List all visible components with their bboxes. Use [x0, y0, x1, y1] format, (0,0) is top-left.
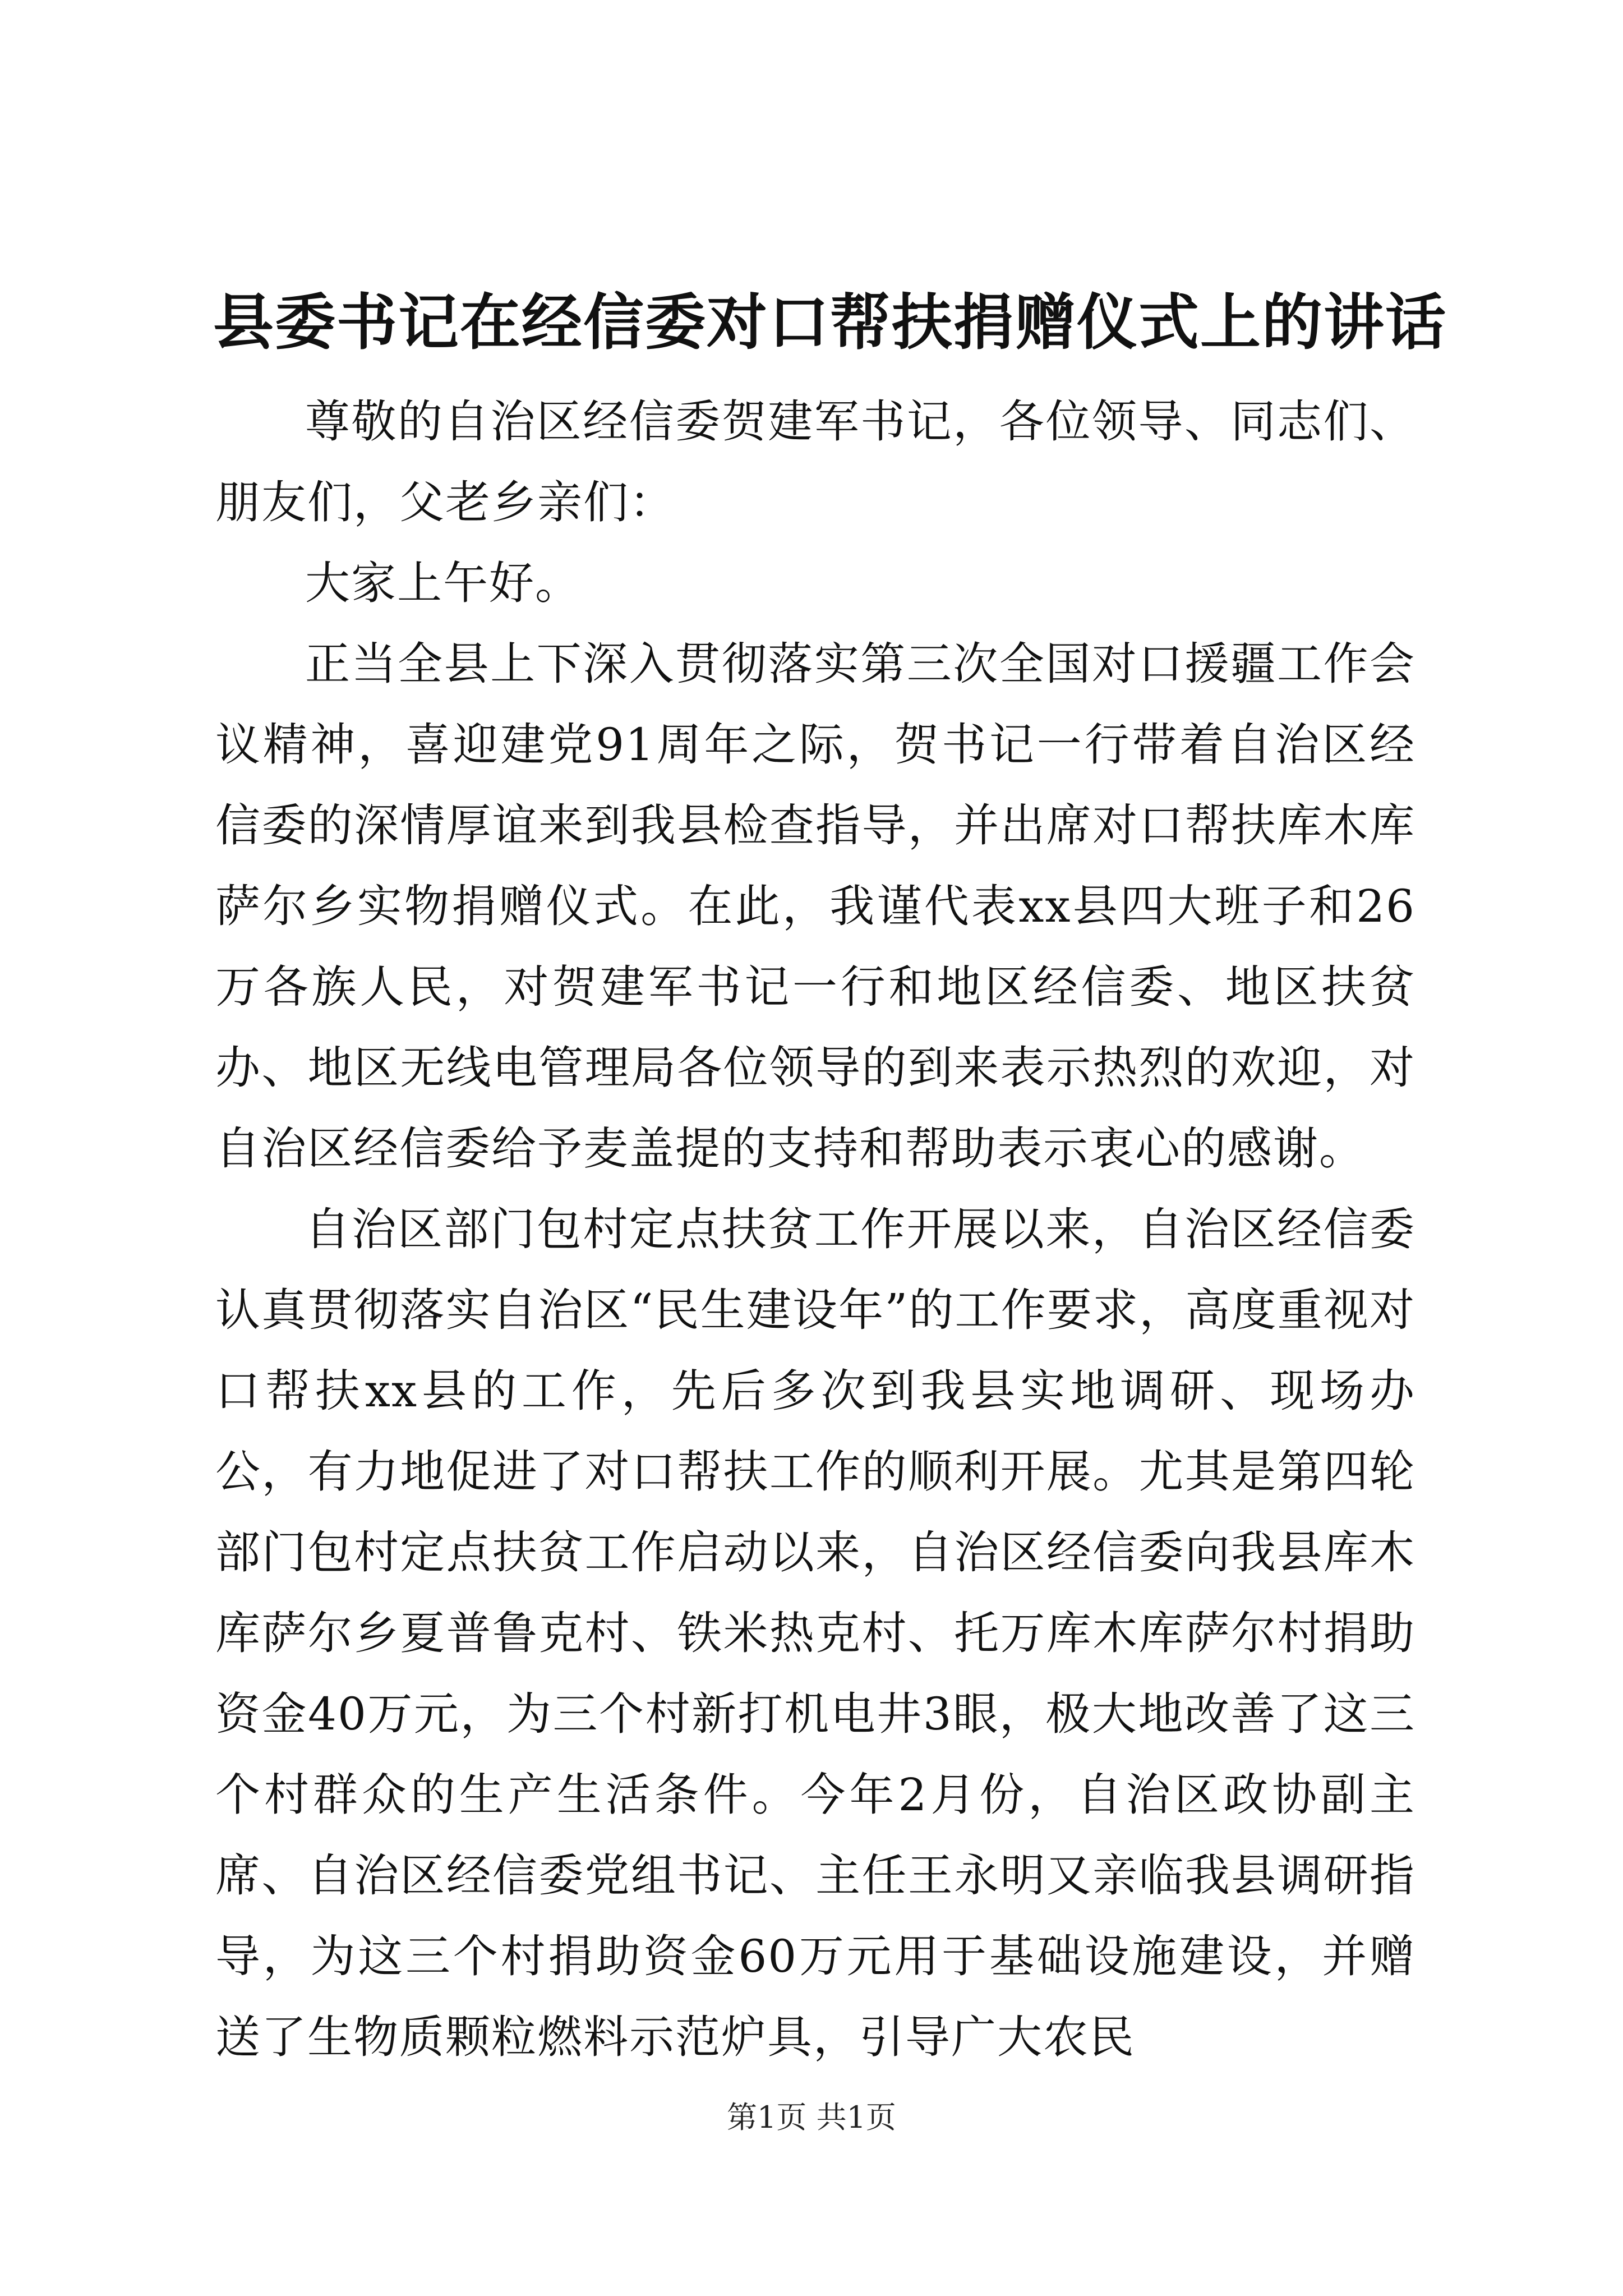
document-body — [215, 381, 1415, 2078]
paragraph-salutation: 尊敬的自治区经信委贺建军书记，各位领导、同志们、朋友们，父老乡亲们： — [215, 395, 1415, 528]
paragraph-assistance: 自治区部门包村定点扶贫工作开展以来，自治区经信委认真贯彻落实自治区“民生建设年”的工作要求，高度重视对口帮扶xx县的工作，先后多次到我县实地调研、现场办公，有力地促进了对口帮扶工作的顺利开展。尤其是第四轮部门包村定点扶贫工作启动以来，自治区经信委向我县库木库萨尔乡夏普鲁克村、铁米热克村、托万库木库萨尔村捐助资金40万元，为三个村新打机电井3眼，极大地改善了这三个村群众的生产生活条件。今年2月份，自治区政协副主席、自治区经信委党组书记、主任王永明又亲临我县调研指导，为这三个村捐助资金60万元用于基础设施建设，并赠送了生物质颗粒燃料示范炉具，引导广大农民 — [215, 1203, 1415, 2063]
page-footer: 第1页 共1页 — [727, 2100, 896, 2135]
paragraph-welcome: 正当全县上下深入贯彻落实第三次全国对口援疆工作会议精神，喜迎建党91周年之际，贺书记一行带着自治区经信委的深情厚谊来到我县检查指导，并出席对口帮扶库木库萨尔乡实物捐赠仪式。在此，我谨代表xx县四大班子和26万各族人民，对贺建军书记一行和地区经信委、地区扶贫办、地区无线电管理局各位领导的到来表示热烈的欢迎，对自治区经信委给予麦盖提的支持和帮助表示衷心的感谢。 — [215, 638, 1415, 1175]
paragraph-greeting: 大家上午好。 — [305, 557, 581, 609]
document-title: 县委书记在经信委对口帮扶捐赠仪式上的讲话 — [213, 287, 1447, 358]
